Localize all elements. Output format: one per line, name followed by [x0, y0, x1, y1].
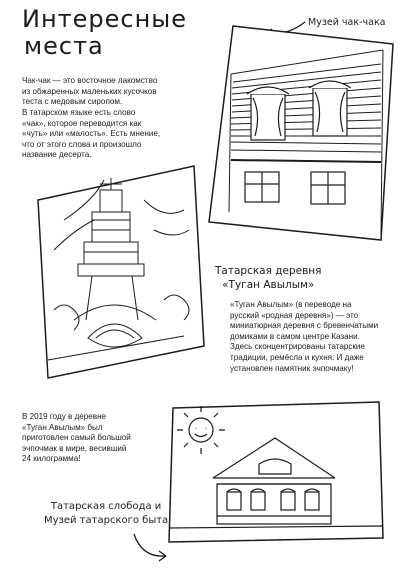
museum-chak-chak-label: Музей чак-чака	[308, 17, 386, 28]
intro-paragraph-2: В татарском языке есть слово «чак», которое переводится как «чуть» или «малость». Есть мнение, что от этого слова и произошло название десерта.	[22, 108, 161, 160]
tatar-sloboda-label: Татарская слобода и Музей татарского быта	[44, 501, 169, 526]
record-fact: В 2019 году в деревне «Туган Авылым» был приготовлен самый большой эчпочмак в мире, весивший 24 килограмма!	[22, 412, 131, 464]
tatar-village-heading: Татарская деревня «Туган Авылым»	[215, 265, 322, 291]
page-title-line-1: Интересные	[22, 5, 187, 33]
museum-building-illustration	[203, 22, 403, 244]
page-title-line-2: места	[24, 32, 104, 60]
tower-illustration	[34, 160, 206, 382]
tatar-sloboda-illustration	[165, 398, 387, 546]
arrow-icon	[128, 530, 172, 564]
intro-paragraph-1: Чак-чак — это восточное лакомство из обжаренных маленьких кусочков теста с медовым сиропом.	[22, 76, 158, 107]
tatar-village-description: «Туган Авылым» (в переводе на русский «родная деревня») — это миниатюрная деревня с бревенчатыми домиками в самом центре Казани. Здесь сконцентрированы татарские традиции, ремёсла и кухня. И даже установлен памятник эчпочмаку!	[230, 300, 379, 373]
page-title	[22, 6, 202, 60]
